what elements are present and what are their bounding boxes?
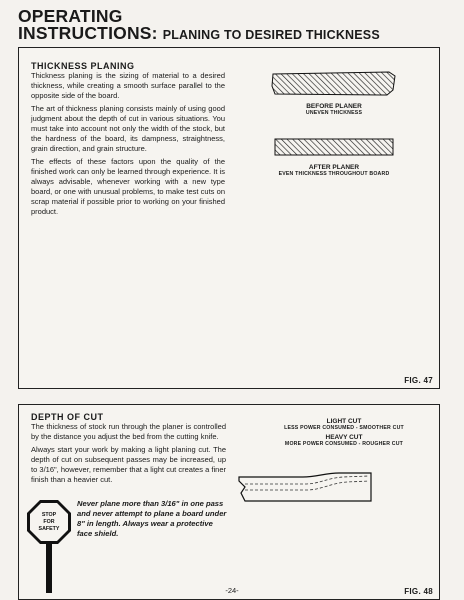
title-topic: PLANING TO DESIRED THICKNESS bbox=[162, 28, 380, 42]
cut-captions bbox=[269, 418, 419, 447]
thickness-planing-text bbox=[31, 61, 225, 220]
figure-number: FIG. 47 bbox=[404, 376, 433, 385]
page-title bbox=[18, 8, 380, 42]
light-cut-caption: LIGHT CUT bbox=[326, 418, 362, 425]
safety-warning: Never plane more than 3/16" in one pass and never attempt to plane a board under 8" in length. Always wear a protective face shield. bbox=[77, 499, 227, 538]
title-line-1: OPERATING bbox=[18, 6, 123, 26]
section-title: DEPTH OF CUT bbox=[31, 412, 104, 422]
heavy-cut-caption: HEAVY CUT bbox=[325, 433, 363, 441]
even-board-illustration bbox=[269, 133, 399, 159]
uneven-board-illustration bbox=[269, 68, 399, 98]
before-caption: BEFORE PLANER bbox=[306, 103, 362, 110]
light-cut-subcaption: LESS POWER CONSUMED - SMOOTHER CUT bbox=[284, 425, 404, 431]
figure-number: FIG. 48 bbox=[404, 587, 433, 596]
after-caption: AFTER PLANER bbox=[308, 164, 360, 171]
title-instructions: INSTRUCTIONS: bbox=[18, 23, 158, 43]
thickness-planing-panel bbox=[18, 47, 440, 389]
paragraph: The effects of these factors upon the quality of the finished work can only be learned through experience. It is always advisable, whenever working with a new type board, or one with unusual problems, to make test cuts on scrap material if possible prior to working on your finished product. bbox=[31, 157, 225, 216]
depth-of-cut-board-illustration bbox=[231, 471, 379, 505]
heavy-cut-subcaption: MORE POWER CONSUMED - ROUGHER CUT bbox=[284, 440, 404, 447]
sign-line-for: FOR bbox=[43, 519, 55, 525]
depth-of-cut-text bbox=[31, 412, 226, 488]
section-title: THICKNESS PLANING bbox=[31, 61, 135, 71]
sign-line-safety: SAFETY bbox=[38, 526, 60, 532]
stop-for-safety-sign-icon bbox=[25, 499, 73, 595]
depth-of-cut-panel bbox=[18, 404, 440, 600]
paragraph: The art of thickness planing consists mainly of using good judgment about the depth of cut in various situations. You must take into account not only the width of the stock, but the hardness of the board, its dampness, straightness, grain direction, and grain structure. bbox=[31, 104, 225, 153]
paragraph: Thickness planing is the sizing of material to a desired thickness, while creating a smooth surface parallel to the opposite side of the board. bbox=[31, 71, 225, 100]
title-line-2 bbox=[18, 25, 380, 42]
sign-line-stop: STOP bbox=[41, 512, 57, 518]
before-subcaption: UNEVEN THICKNESS bbox=[305, 110, 363, 116]
paragraph: Always start your work by making a light planing cut. The depth of cut on subsequent passes may be increased, up to 3/16", however, remember that a light cut creates a finer finish than a heavier cut. bbox=[31, 445, 226, 484]
after-planer-figure bbox=[269, 133, 399, 178]
after-subcaption: EVEN THICKNESS THROUGHOUT BOARD bbox=[278, 171, 390, 177]
paragraph: The thickness of stock run through the planer is controlled by the distance you adjust the bed from the cutting knife. bbox=[31, 422, 226, 441]
page-number: -24- bbox=[225, 586, 239, 595]
before-planer-figure bbox=[269, 68, 399, 117]
